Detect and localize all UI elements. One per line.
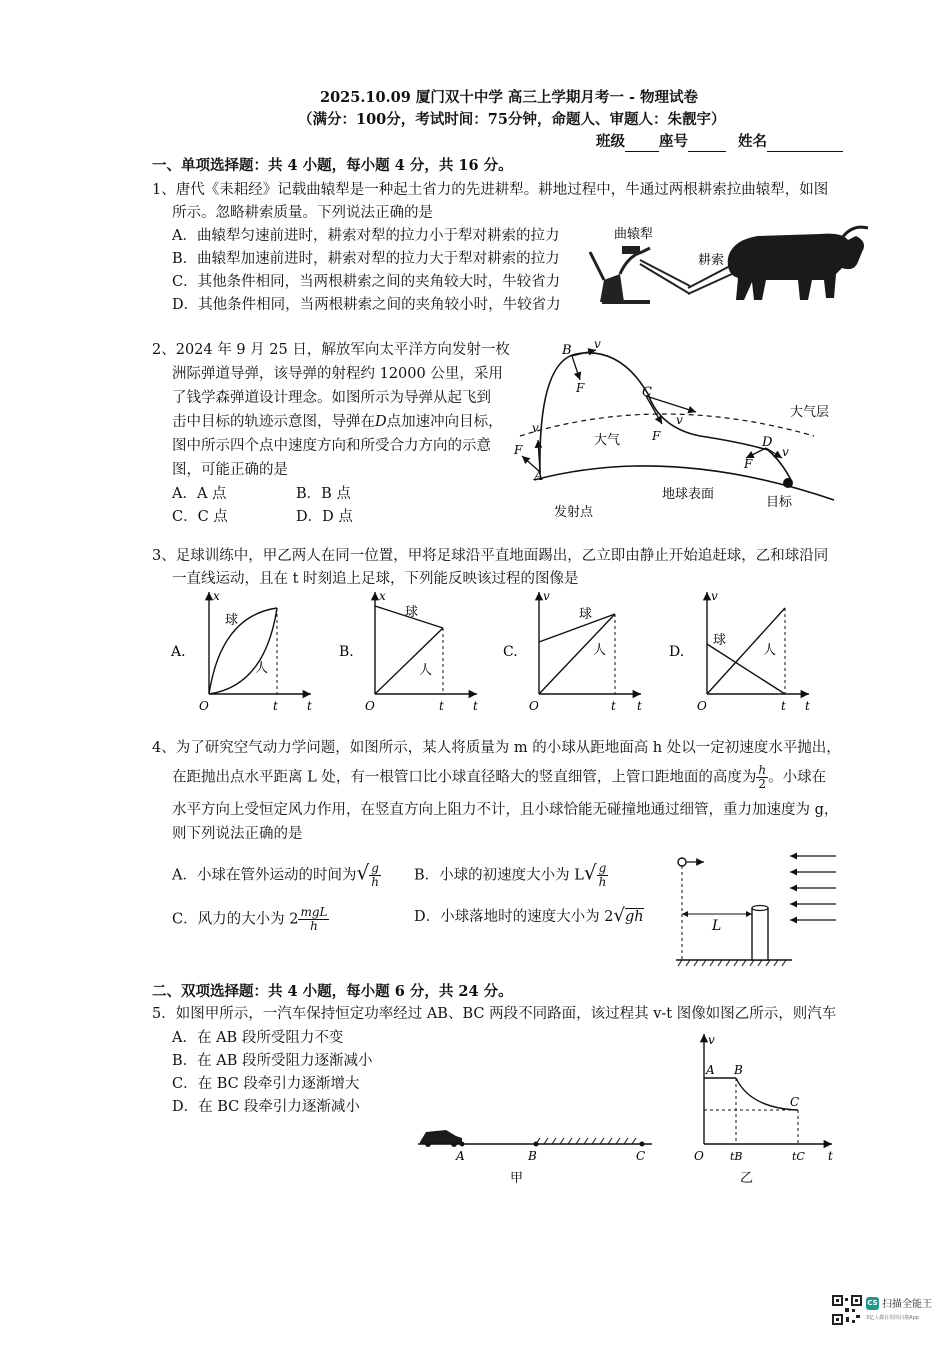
scanner-tagline: 3亿人都在用的扫描App: [866, 1315, 919, 1321]
q4-wind-tube-figure: [672, 848, 842, 972]
q2-line-4b: D: [375, 414, 387, 430]
q4-option-a-den: h: [371, 875, 379, 889]
class-label: 班级: [596, 133, 625, 150]
q2-line-4: [172, 412, 503, 432]
road-point-a: A: [456, 1149, 465, 1163]
exam-title: 2025.10.09 厦门双十中学 高三上学期月考一 - 物理试卷: [320, 89, 699, 106]
plough-handle: [590, 252, 604, 280]
q3-graph-d-yaxis: v: [711, 589, 718, 603]
section-1-heading: 一、单项选择题：共 4 小题，每小题 4 分，共 16 分。: [152, 157, 513, 174]
q3-graph-d-letter: D.: [669, 644, 685, 660]
earth-surface-label: 地球表面: [662, 487, 715, 502]
seat-field[interactable]: [688, 137, 726, 152]
q5-option-c[interactable]: C．在 BC 段牵引力逐渐增大: [172, 1076, 360, 1092]
q4-option-b-num: g: [597, 862, 609, 876]
rope-label: 耕索: [698, 253, 725, 268]
qr-code-icon: [832, 1295, 862, 1325]
q3-graph-a-letter: A.: [171, 644, 186, 660]
q4-line-4: 则下列说法正确的是: [172, 826, 303, 842]
q1-option-b[interactable]: B．曲辕犁加速前进时，耕索对犁的拉力大于犁对耕索的拉力: [172, 251, 560, 267]
q2-line-2: 洲际弹道导弹，该导弹的射程约 12000 公里，采用: [172, 366, 503, 382]
q3-graph-b-letter: B.: [339, 644, 354, 660]
q4-option-a-num: g: [369, 862, 381, 876]
launch-point-label: 发射点: [554, 505, 594, 520]
road-point-b: B: [528, 1149, 537, 1163]
label-v-a: v: [532, 421, 539, 435]
q4-line-2b: 。小球在: [768, 769, 827, 786]
q4-frac-denominator: 2: [758, 777, 767, 791]
vt-xaxis-label: t: [828, 1149, 833, 1163]
target-label: 目标: [766, 495, 793, 510]
q4-frac-numerator: h: [758, 763, 767, 777]
q4-option-c-text: C．风力的大小为 2: [172, 911, 299, 928]
q2-line-4c: 点加速冲向目标，: [386, 414, 503, 430]
q3-graph-d-ball: 球: [713, 633, 727, 648]
q5-stem: 5．如图甲所示，一汽车保持恒定功率经过 AB、BC 两段不同路面，该过程其 v-t 图像如图乙所示，则汽车: [152, 1006, 837, 1022]
q4-line-3: 水平方向上受恒定风力作用，在竖直方向上阻力不计，且小球恰能无碰撞地通过细管，重力加速度为 g，: [172, 802, 839, 818]
vertical-tube: [752, 908, 768, 960]
q3-graph-a[interactable]: [170, 589, 312, 713]
q4-option-c-frac: [298, 906, 329, 933]
atmosphere-layer-label: 大气层: [790, 405, 830, 420]
q3-graph-a-person: 人: [255, 661, 269, 676]
q4-option-a[interactable]: [172, 862, 381, 889]
q3-graph-b-ball: 球: [405, 605, 419, 620]
vt-origin: O: [694, 1149, 704, 1163]
q4-option-c-den: h: [310, 919, 318, 933]
vt-point-b: B: [734, 1063, 743, 1077]
q1-stem-1: 1、唐代《耒耜经》记载曲辕犁是一种起土省力的先进耕犁。耕地过程中，牛通过两根耕索拉曲辕犁，如图: [152, 182, 829, 198]
q4-option-d-text: D．小球落地时的速度大小为 2: [414, 909, 614, 925]
ball: [678, 858, 686, 866]
distance-l-label: L: [712, 918, 722, 934]
label-f-c: F: [652, 429, 661, 443]
q3-graph-d-taxis: t: [805, 699, 810, 713]
scanner-brand: 扫描全能王: [882, 1299, 932, 1310]
q4-option-b-text: B．小球的初速度大小为 L: [414, 867, 584, 884]
q4-option-d[interactable]: D．小球落地时的速度大小为 2√gh: [414, 905, 644, 926]
label-v-b: v: [594, 337, 601, 351]
q2-line-5: 图中所示四个点中速度方向和所受合力方向的示意: [172, 438, 491, 454]
q2-option-d[interactable]: D．D 点: [296, 509, 353, 525]
seat-label: 座号: [659, 133, 688, 150]
q3-graphs: [165, 588, 845, 716]
vt-graph-caption: 乙: [740, 1171, 754, 1186]
label-v-d: v: [782, 445, 789, 459]
vt-yaxis-label: v: [708, 1033, 715, 1047]
class-field[interactable]: [625, 137, 659, 152]
ground-hatch: [678, 960, 786, 966]
student-info: [596, 132, 843, 152]
q3-graph-a-ball: 球: [225, 613, 239, 628]
q4-option-a-sqrt: √ $\frac{g}{h}$: [356, 860, 379, 889]
rope-to-ox: [688, 266, 732, 294]
wind-arrows: [790, 856, 836, 920]
section-2-heading: 二、双项选择题：共 4 小题，每小题 6 分，共 24 分。: [152, 983, 513, 1000]
scanner-watermark: [828, 1292, 932, 1328]
q3-graph-c-yaxis: v: [543, 589, 550, 603]
vt-point-a: A: [706, 1063, 715, 1077]
q1-stem-2: 所示。忽略耕索质量。下列说法正确的是: [172, 205, 433, 221]
q3-graph-b-origin: O: [365, 699, 375, 713]
point-b-label: B: [562, 343, 572, 358]
q3-graph-a-origin: O: [199, 699, 209, 713]
road-figure-caption: 甲: [510, 1171, 524, 1186]
q5-road-figure: [412, 1122, 682, 1188]
q4-option-a-text: A．小球在管外运动的时间为: [172, 867, 357, 884]
exam-subtitle: （满分：100分，考试时间：75分钟，命题人、审题人：朱靓宇）: [298, 111, 726, 128]
point-c-label: C: [642, 385, 652, 400]
q5-option-d[interactable]: D．在 BC 段牵引力逐渐减小: [172, 1099, 360, 1115]
q3-graph-a-taxis: t: [307, 699, 312, 713]
label-f-a: F: [514, 443, 523, 457]
name-field[interactable]: [767, 137, 843, 152]
q2-option-a[interactable]: A．A 点: [172, 486, 227, 502]
q4-option-c-num: mgL: [300, 905, 328, 919]
tube-mouth: [752, 906, 768, 911]
vt-point-c: C: [790, 1095, 800, 1109]
vt-tick-tc: tC: [792, 1150, 805, 1163]
q3-line-2: 一直线运动，且在 t 时刻追上足球，下列能反映该过程的图像是: [172, 571, 579, 587]
q1-option-c[interactable]: C．其他条件相同，当两根耕索之间的夹角较大时，牛较省力: [172, 274, 561, 290]
q4-line-2: [172, 764, 826, 791]
q2-line-3: 了钱学森弹道设计理念。如图所示为导弹从起飞到: [172, 390, 491, 406]
q3-graph-b-taxis: t: [473, 699, 478, 713]
q3-graph-c-t: t: [611, 699, 616, 713]
q3-graph-c-taxis: t: [637, 699, 642, 713]
q1-option-d[interactable]: D．其他条件相同，当两根耕索之间的夹角较小时，牛较省力: [172, 297, 561, 313]
q4-line-2a: 在距抛出点水平距离 L 处，有一根管口比小球直径略大的竖直细管，上管口距地面的高度为: [172, 769, 757, 786]
q2-option-c[interactable]: C．C 点: [172, 509, 228, 525]
q3-graph-c-origin: O: [529, 699, 539, 713]
plough-yoke: [622, 246, 640, 254]
q2-line-1: 2、2024 年 9 月 25 日，解放军向太平洋方向发射一枚: [152, 342, 510, 358]
q4-line-1: 4、为了研究空气动力学问题，如图所示，某人将质量为 m 的小球从距地面高 h 处以一定初速度水平抛出，: [152, 740, 841, 756]
vt-segment-bc: [736, 1078, 798, 1110]
q4-option-c[interactable]: [172, 906, 329, 933]
q4-fraction-h-over-2: [756, 764, 768, 791]
q3-graph-d-origin: O: [697, 699, 707, 713]
q4-option-d-radicand: gh: [624, 909, 644, 925]
q3-graph-b-yaxis: x: [379, 589, 386, 603]
q3-graph-b-t: t: [439, 699, 444, 713]
point-d-label: D: [762, 435, 773, 450]
q5-vt-graph: [690, 1030, 840, 1188]
q3-graph-d-person: 人: [763, 643, 777, 658]
q1-option-a[interactable]: A．曲辕犁匀速前进时，耕索对犁的拉力小于犁对耕索的拉力: [172, 228, 560, 244]
vt-tick-tb: tB: [730, 1150, 743, 1163]
cs-logo-icon: CS: [866, 1297, 879, 1310]
plough-label: 曲辕犁: [614, 227, 654, 242]
label-f-b: F: [576, 381, 585, 395]
label-v-c: v: [676, 413, 683, 427]
q4-option-b-den: h: [598, 875, 607, 889]
q3-graph-c[interactable]: [503, 589, 642, 713]
q4-option-b[interactable]: [414, 862, 608, 889]
q4-option-b-sqrt: √ $\frac{g}{h}$: [583, 860, 607, 889]
q2-option-b[interactable]: B．B 点: [296, 486, 351, 502]
q3-graph-a-t: t: [273, 699, 278, 713]
q3-graph-c-letter: C.: [503, 644, 518, 660]
q5-option-b[interactable]: B．在 AB 段所受阻力逐渐减小: [172, 1053, 373, 1069]
q3-graph-d[interactable]: [669, 589, 810, 713]
q3-graph-d-t: t: [781, 699, 786, 713]
atmosphere-label: 大气: [594, 433, 621, 448]
point-a-label: A: [534, 469, 544, 484]
q2-trajectory-figure: [510, 332, 840, 522]
q2-line-6: 图，可能正确的是: [172, 462, 288, 478]
q3-graph-c-ball: 球: [579, 607, 593, 622]
q1-plough-ox-figure: [580, 218, 880, 313]
q3-graph-b-person: 人: [419, 663, 433, 678]
atmosphere-boundary: [520, 414, 814, 436]
q3-graph-b[interactable]: [339, 589, 478, 713]
ox-horn: [842, 227, 868, 238]
target-dot: [783, 478, 793, 488]
rope-lines: [640, 260, 690, 294]
road-point-c: C: [636, 1149, 646, 1163]
q5-option-a[interactable]: A．在 AB 段所受阻力不变: [172, 1030, 344, 1046]
q3-graph-a-yaxis: x: [213, 589, 220, 603]
vector-f-b: [572, 356, 580, 380]
q3-line-1: 3、足球训练中，甲乙两人在同一位置，甲将足球沿平直地面踢出，乙立即由静止开始追赶球，乙和球沿同: [152, 548, 829, 564]
rough-road-hatch: [536, 1138, 636, 1144]
q3-graph-c-person: 人: [593, 643, 607, 658]
ox-silhouette: [728, 234, 864, 300]
q2-line-4a: 击中目标的轨迹示意图，导弹在: [172, 414, 375, 430]
label-f-d: F: [744, 457, 753, 471]
name-label: 姓名: [738, 133, 767, 150]
